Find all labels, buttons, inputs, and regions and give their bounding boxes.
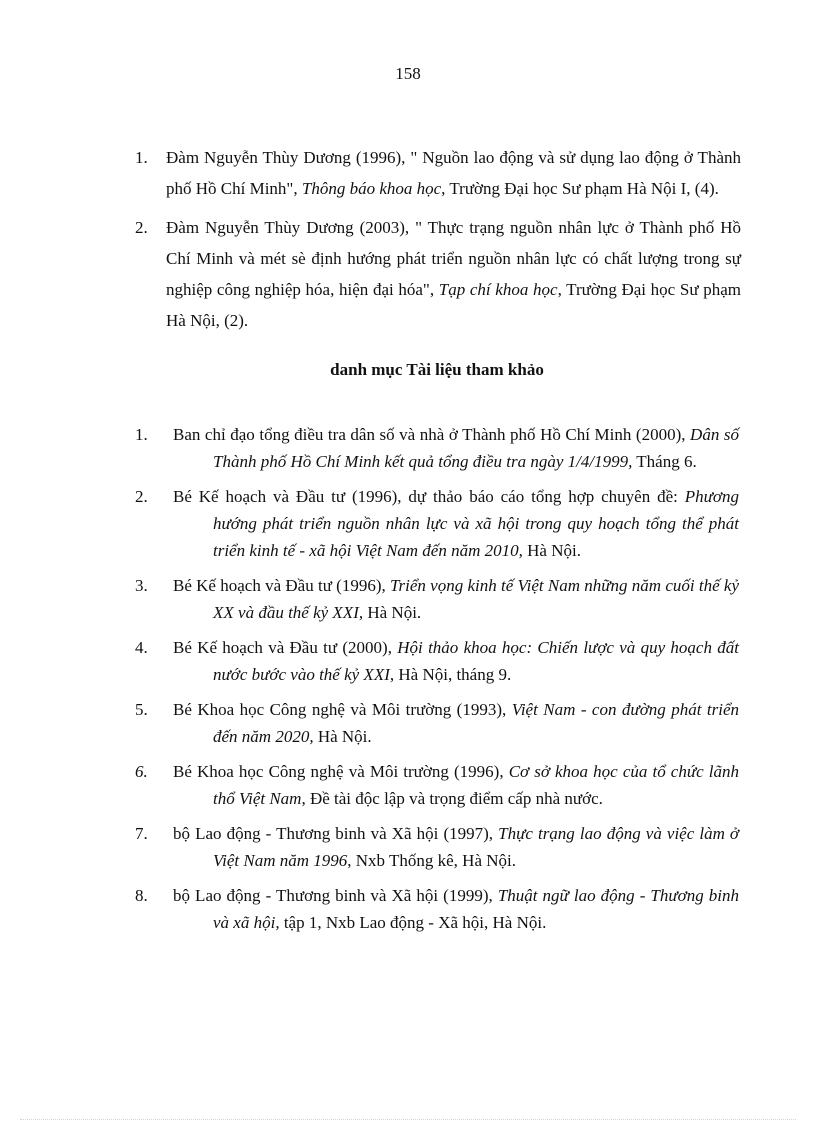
reference-authors: Bé Kế hoạch và Đầu tư (2000), — [173, 638, 398, 657]
reference-publisher: , Trường Đại học Sư phạm Hà Nội I, (4). — [441, 179, 719, 198]
reference-details: Hà Nội. — [363, 603, 422, 622]
reference-text — [173, 758, 740, 812]
reference-title-italic: Thuật ngữ lao động - Thương binh và xã hội, — [213, 886, 739, 932]
preceding-reference-item — [135, 142, 741, 204]
reference-item — [135, 696, 739, 750]
reference-authors: Bé Kế hoạch và Đầu tư (1996), dự thảo báo cáo tổng hợp chuyên đề: — [173, 487, 685, 506]
reference-authors: bộ Lao động - Thương binh và Xã hội (1999), — [173, 886, 498, 905]
reference-text — [173, 483, 739, 564]
reference-source-italic: Thông báo khoa học — [301, 179, 442, 198]
preceding-reference-list — [135, 142, 741, 344]
preceding-reference-item — [135, 212, 741, 336]
reference-title-italic: Cơ sở khoa học của tổ chức lãnh thổ Việt Nam — [213, 762, 740, 808]
reference-title-italic: Hội thảo khoa học: Chiến lược và quy hoạch đất nước bước vào thế kỷ XXI — [213, 638, 739, 684]
reference-authors: bộ Lao động - Thương binh và Xã hội (1997), — [173, 824, 499, 843]
reference-item — [135, 820, 739, 874]
reference-authors: Đàm Nguyễn Thùy Dương (2003), " Thực trạng nguồn nhân lực ở Thành phố Hồ Chí Minh và mét sè định hướng phát triển nguồn nhân lực có chất lượng trong sự nghiệp công nghiệp hóa, hiện đại hóa", — [166, 218, 741, 299]
reference-list — [135, 421, 739, 944]
reference-item — [135, 634, 739, 688]
reference-text — [173, 421, 739, 475]
reference-title-italic: Việt Nam - con đường phát triển đến năm 2020, — [213, 700, 739, 746]
reference-title-italic: Thực trạng lao động và việc làm ở Việt Nam năm 1996 — [213, 824, 740, 870]
reference-text — [173, 572, 739, 626]
reference-item — [135, 882, 739, 936]
reference-publisher: , Trường Đại học Sư phạm Hà Nội, (2). — [166, 280, 741, 330]
reference-number: 2. — [135, 487, 148, 506]
reference-details: , Hà Nội, tháng 9. — [389, 665, 512, 684]
reference-authors: Ban chỉ đạo tổng điều tra dân số và nhà ở Thành phố Hồ Chí Minh (2000), — [173, 425, 691, 444]
reference-details: Hà Nội. — [522, 541, 581, 560]
reference-authors: Đàm Nguyễn Thùy Dương (1996), " Nguồn lao động và sử dụng lao động ở Thành phố Hồ Chí Minh", — [166, 148, 741, 198]
reference-details: Hà Nội. — [313, 727, 372, 746]
reference-number: 5. — [135, 700, 148, 719]
reference-text — [173, 634, 739, 688]
reference-title-italic: Triển vọng kinh tế Việt Nam những năm cuối thế kỷ XX và đầu thế kỷ XXI, — [213, 576, 739, 622]
reference-number: 7. — [135, 824, 148, 843]
reference-text — [173, 696, 739, 750]
reference-details: tập 1, Nxb Lao động - Xã hội, Hà Nội. — [279, 913, 547, 932]
item-number: 1. — [135, 148, 148, 167]
reference-authors: Bé Khoa học Công nghệ và Môi trường (1996), — [173, 762, 509, 781]
reference-title-italic: Phương hướng phát triển nguồn nhân lực và xã hội trong quy hoạch tổng thể phát triển kinh tế - xã hội Việt Nam đến năm 2010, — [213, 487, 739, 560]
reference-item — [135, 421, 739, 475]
item-text — [166, 212, 741, 336]
page-number: 158 — [395, 64, 421, 83]
reference-authors: Bé Kế hoạch và Đầu tư (1996), — [173, 576, 390, 595]
reference-number: 1. — [135, 425, 148, 444]
reference-details: , Nxb Thống kê, Hà Nội. — [347, 851, 516, 870]
reference-item — [135, 758, 739, 812]
reference-details: Tháng 6. — [632, 452, 697, 471]
page-bottom-divider — [20, 1119, 796, 1120]
reference-text — [173, 882, 739, 936]
reference-title-italic: Dân số Thành phố Hồ Chí Minh kết quả tổng điều tra ngày 1/4/1999, — [213, 425, 739, 471]
reference-text — [173, 820, 740, 874]
reference-number: 6. — [135, 762, 148, 781]
reference-item — [135, 483, 739, 564]
reference-number: 3. — [135, 576, 148, 595]
reference-details: , Đề tài độc lập và trọng điểm cấp nhà nước. — [301, 789, 603, 808]
section-title: danh mục Tài liệu tham khảo — [330, 360, 544, 379]
reference-number: 8. — [135, 886, 148, 905]
item-text — [166, 142, 741, 204]
item-number: 2. — [135, 218, 148, 237]
reference-item — [135, 572, 739, 626]
reference-number: 4. — [135, 638, 148, 657]
reference-source-italic: Tạp chí khoa học — [438, 280, 558, 299]
reference-authors: Bé Khoa học Công nghệ và Môi trường (1993), — [173, 700, 512, 719]
